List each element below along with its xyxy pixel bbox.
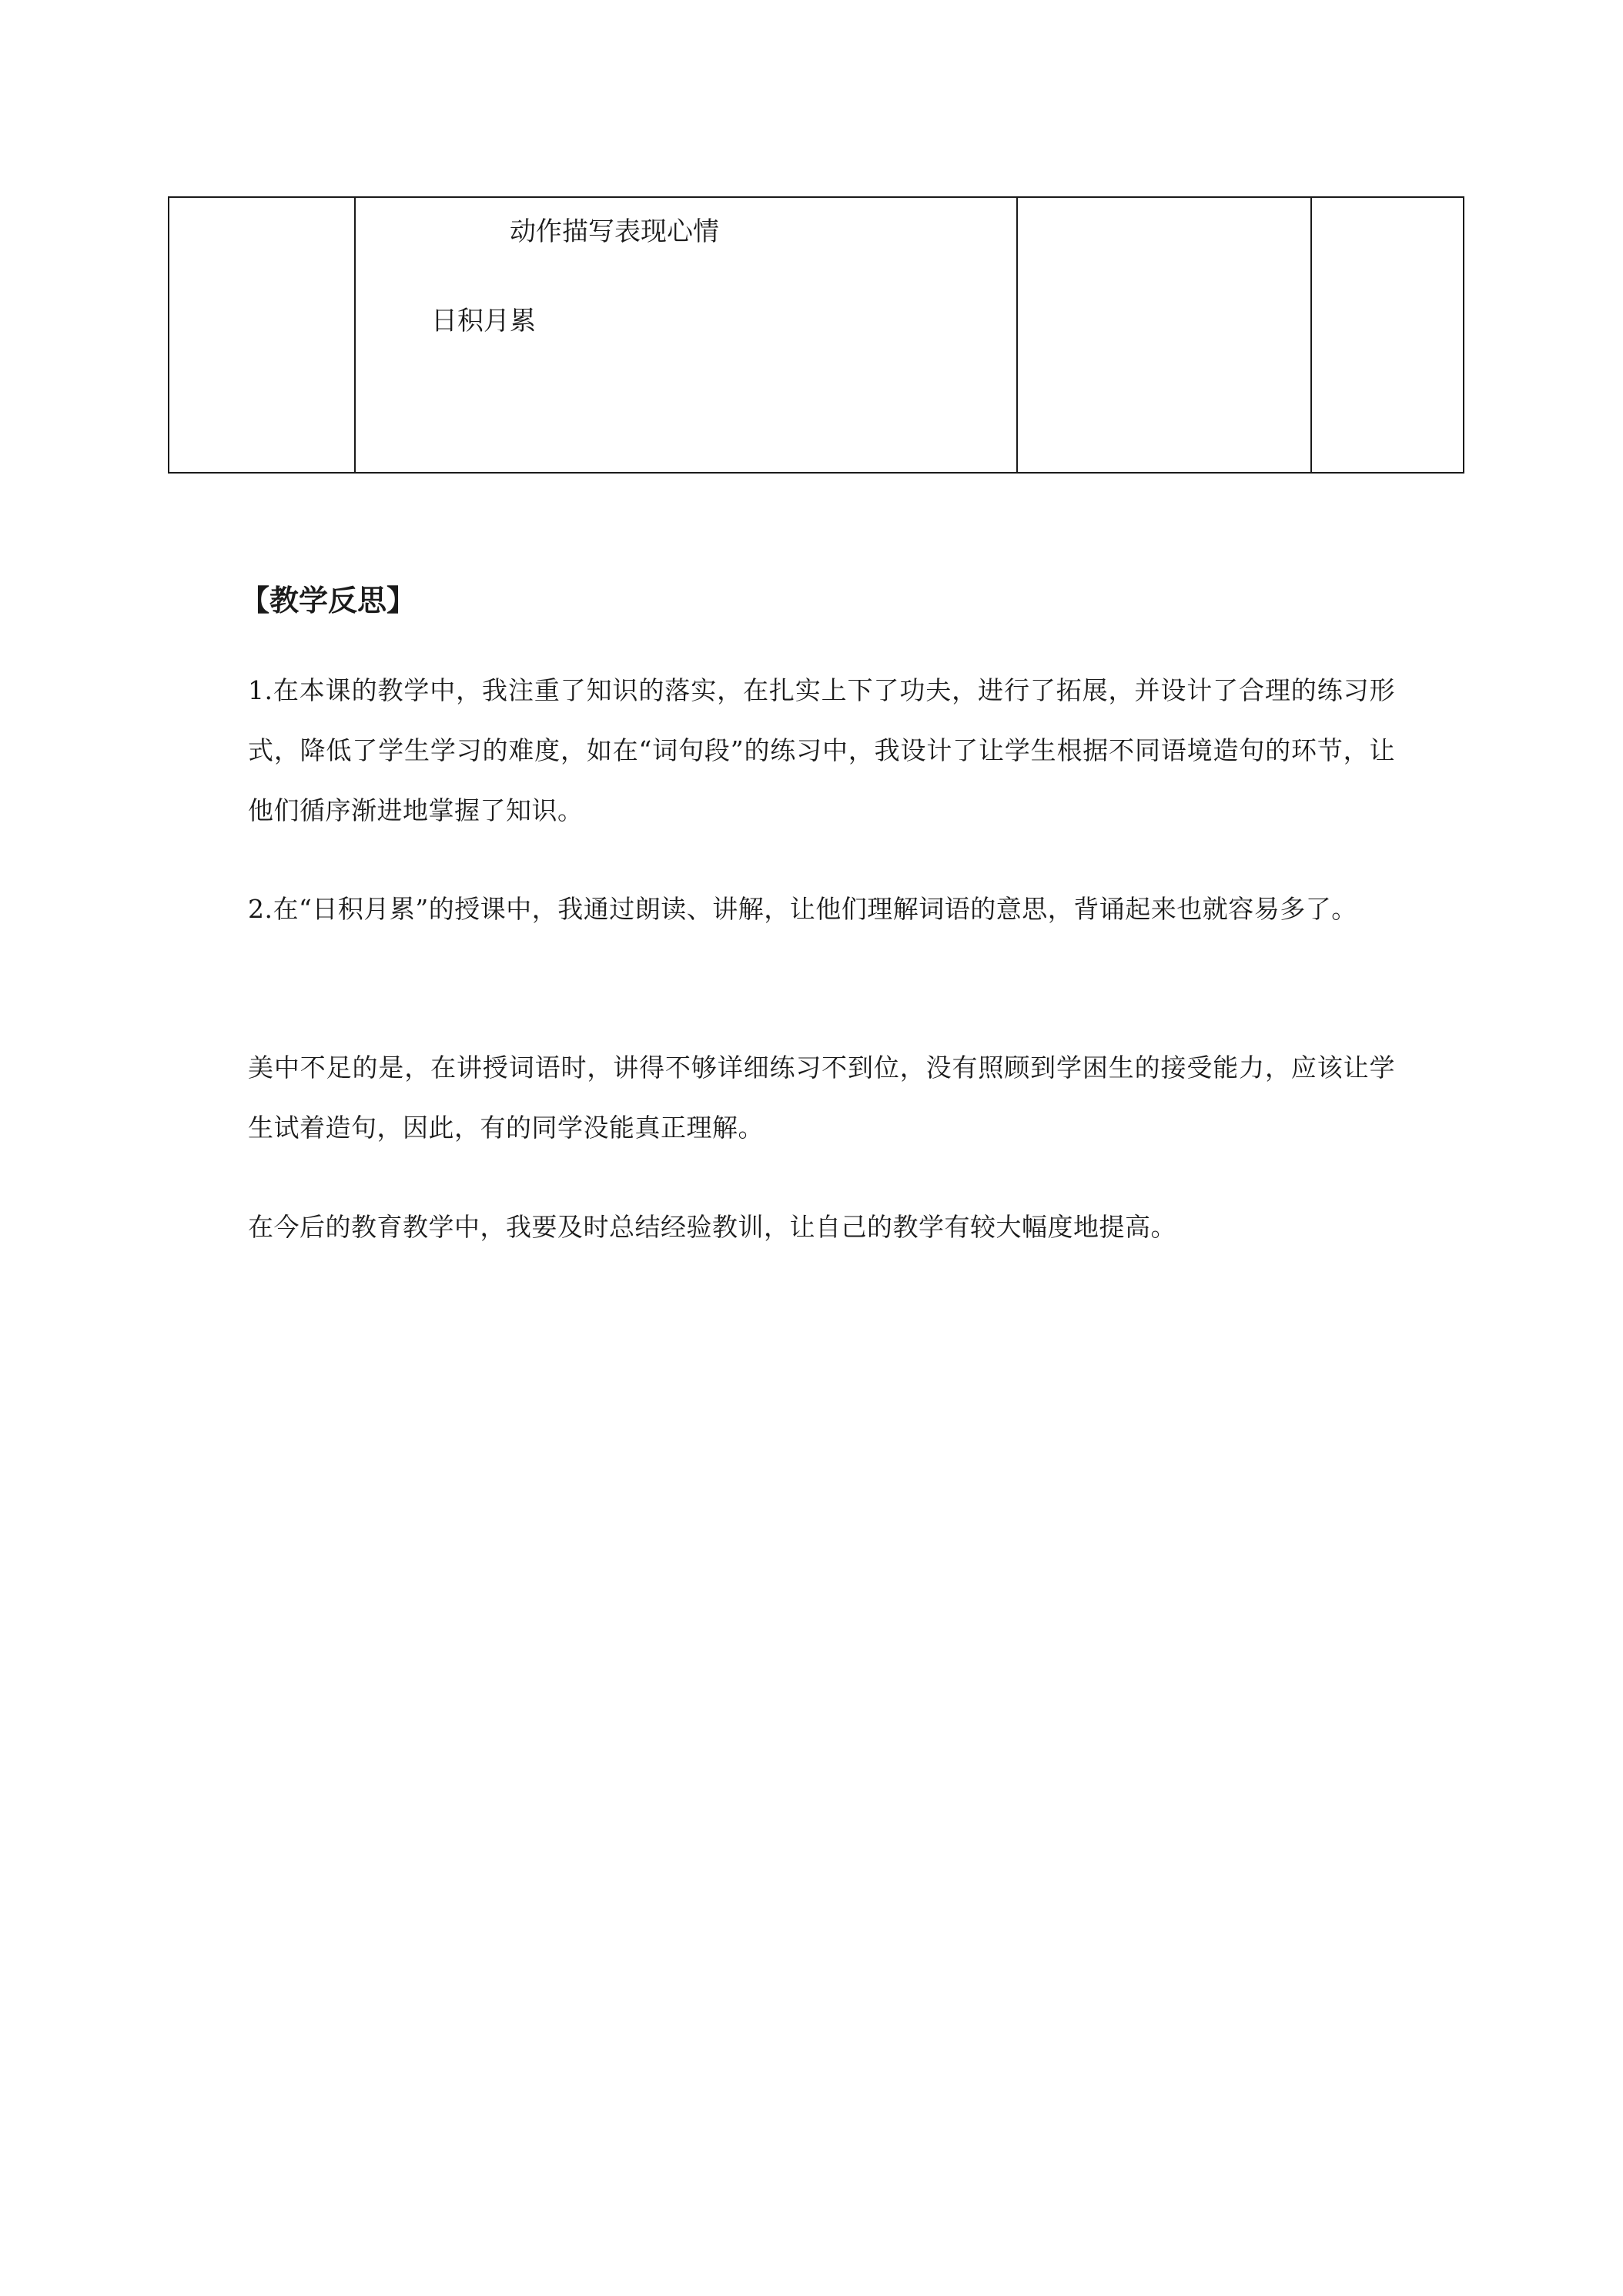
section-title: 【教学反思】 bbox=[240, 584, 417, 618]
cell-text-line: 日积月累 bbox=[431, 306, 536, 336]
table-row bbox=[169, 197, 1464, 473]
table-cell-empty bbox=[1017, 197, 1311, 473]
table-cell-empty bbox=[169, 197, 355, 473]
reflection-paragraph: 2.在“日积月累”的授课中，我通过朗读、讲解，让他们理解词语的意思，背诵起来也就容易多了。 bbox=[248, 894, 1357, 924]
reflection-paragraph: 美中不足的是，在讲授词语时，讲得不够详细练习不到位，没有照顾到学困生的接受能力，应该让学生试着造句，因此，有的同学没能真正理解。 bbox=[248, 1053, 1395, 1143]
reflection-paragraph: 在今后的教育教学中，我要及时总结经验教训，让自己的教学有较大幅度地提高。 bbox=[248, 1212, 1176, 1242]
lesson-plan-table bbox=[168, 196, 1464, 474]
reflection-paragraph: 1.在本课的教学中，我注重了知识的落实，在扎实上下了功夫，进行了拓展，并设计了合理的练习形式，降低了学生学习的难度，如在“词句段”的练习中，我设计了让学生根据不同语境造句的环节，让他们循序渐进地掌握了知识。 bbox=[248, 675, 1395, 825]
table-cell-content bbox=[355, 197, 1017, 473]
cell-text-line: 动作描写表现心情 bbox=[510, 216, 719, 247]
table-cell-empty bbox=[1311, 197, 1464, 473]
